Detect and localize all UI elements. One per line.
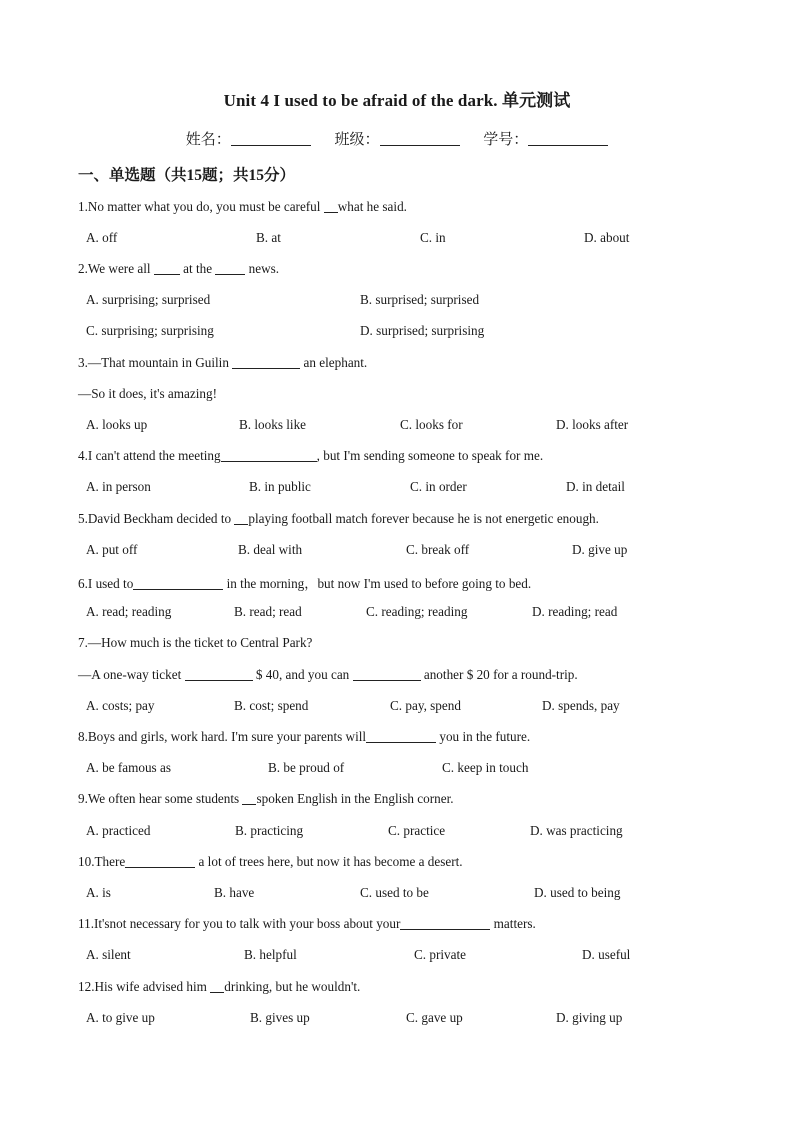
id-blank[interactable] (528, 130, 608, 146)
option-c[interactable]: C. practice (388, 823, 446, 838)
page-title: Unit 4 I used to be afraid of the dark. 单元测试 (223, 91, 571, 110)
option-d[interactable]: D. was practicing (530, 823, 623, 838)
question-text: 4.I can't attend the meeting (78, 448, 221, 463)
option-c[interactable]: C. break off (406, 542, 470, 557)
option-a[interactable]: A. looks up (86, 417, 148, 432)
option-a[interactable]: A. is (86, 885, 111, 900)
class-label: 班级： (334, 132, 380, 148)
answer-blank[interactable] (221, 448, 317, 462)
answer-blank[interactable] (324, 199, 338, 213)
question-text: , but I'm sending someone to speak for me. (316, 448, 544, 463)
id-label: 学号： (483, 132, 529, 148)
answer-blank[interactable] (133, 576, 223, 590)
option-c[interactable]: C. reading; reading (366, 604, 468, 619)
question-text: spoken English in the English corner. (256, 791, 454, 806)
name-label: 姓名： (185, 132, 231, 148)
option-d[interactable]: D. reading; read (532, 604, 618, 619)
question-5-stem (78, 511, 599, 527)
question-text: a lot of trees here, but now it has become a desert. (195, 854, 463, 869)
option-b[interactable]: B. helpful (244, 947, 297, 962)
option-c[interactable]: C. looks for (400, 417, 463, 432)
option-c[interactable]: C. surprising; surprising (86, 323, 214, 338)
option-d[interactable]: D. give up (572, 542, 628, 557)
option-a[interactable]: A. be famous as (86, 760, 171, 775)
option-a[interactable]: A. practiced (86, 823, 151, 838)
option-b[interactable]: B. read; read (234, 604, 302, 619)
option-b[interactable]: B. in public (249, 479, 311, 494)
answer-blank[interactable] (234, 511, 248, 525)
option-a[interactable]: A. in person (86, 479, 151, 494)
question-text: what he said. (337, 199, 407, 214)
answer-blank[interactable] (242, 791, 256, 805)
option-c[interactable]: C. private (414, 947, 467, 962)
question-7-reply (78, 667, 578, 683)
option-d[interactable]: D. surprised; surprising (360, 323, 485, 338)
option-c[interactable]: C. in order (410, 479, 467, 494)
answer-blank[interactable] (232, 355, 300, 369)
option-d[interactable]: D. used to being (534, 885, 621, 900)
answer-blank[interactable] (353, 667, 421, 681)
question-text: 5.David Beckham decided to (78, 511, 235, 526)
option-b[interactable]: B. have (214, 885, 255, 900)
option-a[interactable]: A. read; reading (86, 604, 172, 619)
option-b[interactable]: B. surprised; surprised (360, 292, 480, 307)
question-6-stem (78, 573, 531, 592)
question-text: $ 40, and you can (252, 667, 353, 682)
option-a[interactable]: A. surprising; surprised (86, 292, 211, 307)
question-text: an elephant. (300, 355, 368, 370)
option-a[interactable]: A. to give up (86, 1010, 155, 1025)
question-10-stem (78, 854, 463, 870)
option-d[interactable]: D. about (584, 230, 630, 245)
question-4-stem (78, 448, 543, 464)
question-2-stem (78, 261, 279, 277)
option-c[interactable]: C. in (420, 230, 446, 245)
question-text: —A one-way ticket (78, 667, 185, 682)
question-11-stem (78, 916, 536, 932)
question-text: 10.There (78, 854, 126, 869)
question-text: 6.I used to (78, 576, 134, 591)
option-a[interactable]: A. put off (86, 542, 138, 557)
option-b[interactable]: B. looks like (239, 417, 307, 432)
option-b[interactable]: B. be proud of (268, 760, 345, 775)
question-text: in the morning，but now I'm used to before going to bed. (223, 576, 532, 591)
option-a[interactable]: A. off (86, 230, 118, 245)
option-a[interactable]: A. silent (86, 947, 131, 962)
student-info-row (0, 128, 794, 149)
question-text: at the (179, 261, 216, 276)
class-field[interactable] (334, 128, 459, 149)
option-b[interactable]: B. practicing (235, 823, 304, 838)
answer-blank[interactable] (215, 261, 245, 275)
answer-blank[interactable] (154, 261, 180, 275)
section-heading: 一、单选题（共15题；共15分） (78, 167, 296, 184)
option-b[interactable]: B. at (256, 230, 281, 245)
question-text: 1.No matter what you do, you must be careful (78, 199, 324, 214)
option-d[interactable]: D. spends, pay (542, 698, 620, 713)
question-3-reply: —So it does, it's amazing! (78, 386, 217, 401)
question-1-stem (78, 199, 407, 215)
question-8-stem (78, 729, 530, 745)
question-text: 3.—That mountain in Guilin (78, 355, 233, 370)
class-blank[interactable] (380, 130, 460, 146)
answer-blank[interactable] (125, 854, 195, 868)
question-12-stem (78, 979, 360, 995)
question-3-stem (78, 355, 367, 371)
option-d[interactable]: D. useful (582, 947, 631, 962)
answer-blank[interactable] (210, 979, 224, 993)
question-text: drinking, but he wouldn't. (224, 979, 361, 994)
question-text: 11.It'snot necessary for you to talk with your boss about your (78, 916, 401, 931)
question-7-stem: 7.—How much is the ticket to Central Park? (78, 635, 313, 650)
question-text: matters. (490, 916, 536, 931)
name-field[interactable] (186, 128, 311, 149)
option-d[interactable]: D. giving up (556, 1010, 623, 1025)
option-c[interactable]: C. keep in touch (442, 760, 529, 775)
question-text: 8.Boys and girls, work hard. I'm sure your parents will (78, 729, 367, 744)
option-c[interactable]: C. used to be (360, 885, 429, 900)
name-blank[interactable] (231, 130, 311, 146)
question-text: 12.His wife advised him (78, 979, 211, 994)
question-text: 2.We were all (78, 261, 154, 276)
answer-blank[interactable] (366, 729, 436, 743)
question-text: you in the future. (436, 729, 531, 744)
question-text: playing football match forever because he is not energetic enough. (248, 511, 599, 526)
option-a[interactable]: A. costs; pay (86, 698, 155, 713)
option-b[interactable]: B. cost; spend (234, 698, 309, 713)
id-field[interactable] (483, 128, 608, 149)
option-d[interactable]: D. looks after (556, 417, 629, 432)
question-text: news. (245, 261, 280, 276)
option-c[interactable]: C. pay, spend (390, 698, 461, 713)
answer-blank[interactable] (185, 667, 253, 681)
option-c[interactable]: C. gave up (406, 1010, 463, 1025)
option-b[interactable]: B. deal with (238, 542, 303, 557)
option-d[interactable]: D. in detail (566, 479, 625, 494)
answer-blank[interactable] (400, 916, 490, 930)
question-9-stem (78, 791, 454, 807)
option-b[interactable]: B. gives up (250, 1010, 310, 1025)
question-text: another $ 20 for a round-trip. (420, 667, 578, 682)
question-text: 9.We often hear some students (78, 791, 243, 806)
